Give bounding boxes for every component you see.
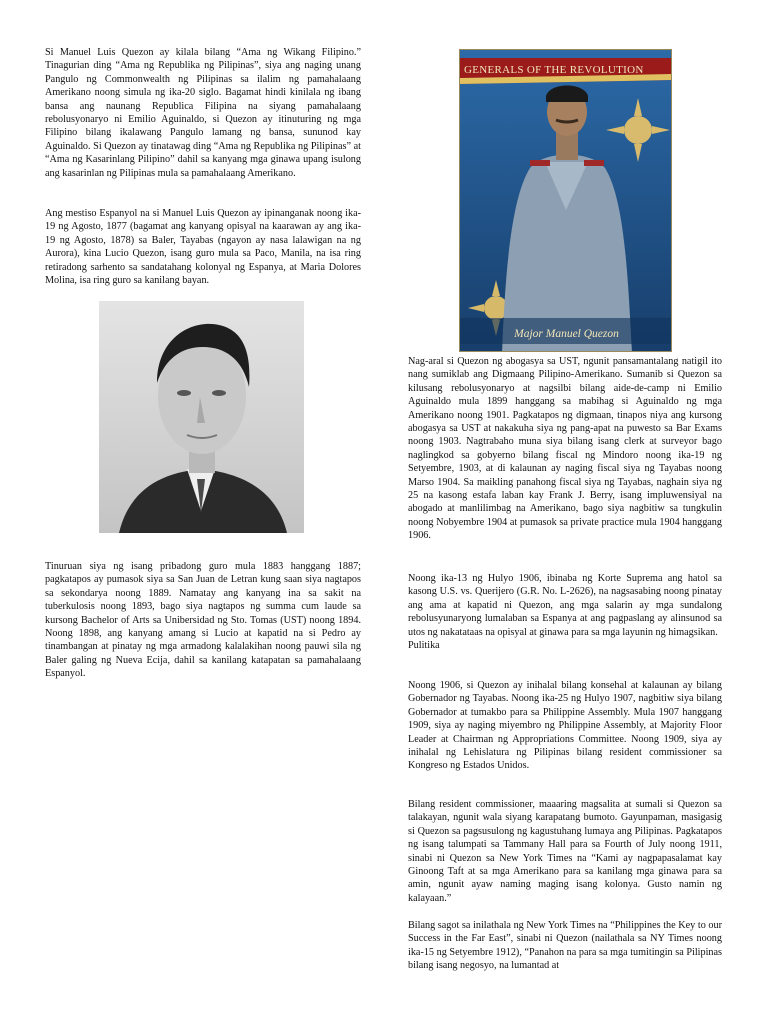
paragraph-politics: Noong 1906, si Quezon ay inihalal bilang konsehal at kalaunan ay bilang Gobernador ng Tayabas. Noong ika-25 ng Hulyo 1907, nagbitiw siya bilang Gobernador at tumakbo para sa Philippine Assembly. Mula 1907 hanggang 1909, siya ay naging miyembro ng Philippine Assembly, at Majority Floor Leader at Chairman ng Appropriations Committee. Noong 1909, siya ay inihalal ng Lehislatura ng Pilipinas bilang resident commissioner sa Kongreso ng Estados Unidos. (408, 680, 722, 772)
paragraph-birth: Ang mestiso Espanyol na si Manuel Luis Quezon ay ipinanganak noong ika-19 ng Agosto, 1877 (bagamat ang kanyang opisyal na kaarawan ay ang ika-19 ng Agosto, 1878) sa Baler, Tayabas (ngayon ay nasa lalawigan na ng Aurora), kina Lucio Quezon, isang guro mula sa Paco, Manila, na isa ring retiradong sarhento sa sandatahang kolonyal ng Espanya, at Maria Dolores Molina, isa ring guro sa kanilang bayan. (45, 208, 361, 287)
paragraph-education: Tinuruan siya ng isang pribadong guro mula 1883 hanggang 1887; pagkatapos ay pumasok siya sa San Juan de Letran kung saan siya nagtapos sa sekondarya noong 1889. Namatay ang kanyang ina sa sakit na tuberkulosis noong 1893, bago siya nagtapos ng summa cum laude sa kursong Bachelor of Arts sa Unibersidad ng Sto. Tomas (UST) noong 1894. Noong 1898, ang kanyang amang si Lucio at kapatid na si Pedro ay tinambangan at pinatay ng mga armadong kalalakihan noong pauwi sila ng Baler galing ng Nueva Ecija, dahil sa kanilang katapatan sa pamahalaang Espanyol. (45, 561, 361, 680)
paragraph-intro: Si Manuel Luis Quezon ay kilala bilang “Ama ng Wikang Filipino.” Tinagurian ding “Ama ng Republika ng Pilipinas”, siya ang naging unang Pangulo ng Commonwealth ng Pilipinas sa ilalim ng pamahalaang Amerikano noong simula ng ika-20 siglo. Bagamat hindi kinilala ng ibang bansa ang naunang Republica Filipina na siyang pamahalaang rebolusyonaryo ni Emilio Aguinaldo, si Quezon ay itinuturing ng mga Filipino bilang ikalawang Pangulo lamang ng bansa, sununod kay Aguinaldo. Si Quezon ay tinatawag ding “Ama ng Republika ng Pilipinas” at “Ama ng Kasarinlang Pilipino” dahil sa kanyang mga ginawa upang isulong ang kasarinlan ng Pilipinas mula sa pamahalaang Amerikano. (45, 47, 361, 179)
section-heading-pulitika: Pulitika (408, 640, 440, 652)
paragraph-law-study: Nag-aral si Quezon ng abogasya sa UST, ngunit pansamantalang natigil ito nang sumiklab ang Digmaang Pilipino-Amerikano. Sumanib si Quezon sa kilusang rebolusyonaryo at nagsilbi bilang aide-de-camp ni Emilio Aguinaldo mula 1899 hanggang sa mabihag si Aguinaldo ng mga Amerikano noong 1901. Pagkatapos ng digmaan, tinapos niya ang kursong abogasya sa UST at nakakuha siya ng pang-apat na puwesto sa Bar Exams noong 1903. Nagtrabaho muna siya bilang isang clerk at surveyor bago naglingkod sa gobyerno bilang fiscal ng Mindoro noong ika-19 ng Setyembre, 1903, at di kalaunan ay naging fiscal siya ng Tayabas noong Marso 1904. Sa maikling panahong fiscal siya ng Tayabas, naghain siya ng 25 na kasong estafa laban kay Frank J. Berry, isang impluwensiyal na abogado at manlilimbag na Amerikano, bago siya nagbitiw sa tungkulin noong Nobyembre 1904 at pumasok sa private practice mula 1904 hanggang 1906. (408, 356, 722, 542)
paragraph-resident-commissioner: Bilang resident commissioner, maaaring magsalita at sumali si Quezon sa talakayan, ngunit wala siyang karapatang bumoto. Gayunpaman, masigasig si Quezon sa pagsusulong ng kagustuhang lumaya ang Pilipinas. Pagkatapos ng isang talumpati sa Tammany Hall para sa Fourth of July noong 1911, sinabi ni Quezon sa New York Times na “Kami ay nagpapasalamat kay Ginoong Taft at sa mga Amerikano para sa kanilang mga ginawa para sa amin, ngunit ayaw naming maging isang kolonya. Gusto namin ng kalayaan.” (408, 799, 722, 904)
portrait-icon (99, 301, 304, 533)
card-artwork-icon (460, 50, 672, 352)
card-caption: Major Manuel Quezon (514, 328, 619, 340)
card-title: GENERALS OF THE REVOLUTION (464, 64, 644, 76)
paragraph-supreme-court (408, 572, 722, 652)
generals-trading-card (459, 49, 672, 352)
supreme-court-text: Noong ika-13 ng Hulyo 1906, ibinaba ng Korte Suprema ang hatol sa kasong U.S. vs. Querijero (G.R. No. L-2626), na nagsasabing noong pinatay ang ama at kapatid ni Quezon, ang mga salarin ay mga sundalong rebolusyunaryong lumalaban sa Espanya at ang pagpaslang ay alinsunod sa utos ng nakatataas na opisyal at ginawa para sa mga layunin ng himagsikan. (408, 573, 722, 638)
quezon-portrait-photo (99, 301, 304, 533)
paragraph-new-york-times: Bilang sagot sa inilathala ng New York Times na “Philippines the Key to our Success in the Far East”, sinabi ni Quezon (nailathala sa NY Times noong ika-15 ng Setyembre 1912), “Panahon na para sa mga tumitingin sa Pilipinas bilang isang negosyo, na lumantad at (408, 920, 722, 972)
